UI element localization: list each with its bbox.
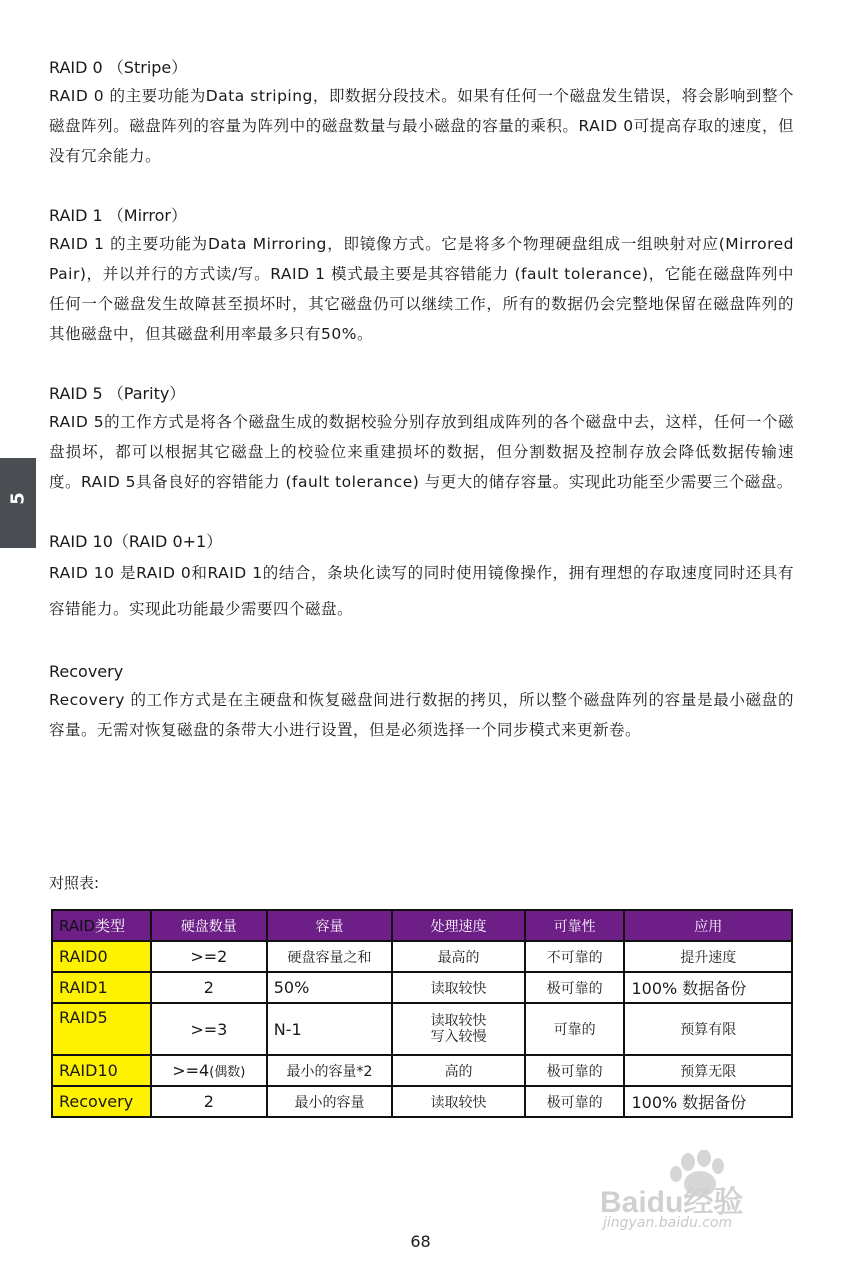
cell-speed: 高的 — [392, 1055, 524, 1086]
cell-capacity: 50% — [267, 972, 393, 1003]
section-recovery — [49, 659, 794, 745]
table-row — [52, 1086, 792, 1117]
header-application: 应用 — [624, 910, 792, 941]
cell-count-value: >=4 — [172, 1061, 210, 1080]
cell-application: 预算无限 — [624, 1055, 792, 1086]
cell-count — [151, 1055, 267, 1086]
section-title: Recovery — [49, 662, 124, 681]
section-raid5 — [49, 381, 794, 497]
comparison-table — [51, 909, 793, 1118]
cell-reliability: 极可靠的 — [525, 1086, 625, 1117]
cell-count-note: (偶数) — [209, 1065, 246, 1080]
section-title: RAID 1 （Mirror） — [49, 206, 187, 225]
table-row — [52, 972, 792, 1003]
cell-application: 提升速度 — [624, 941, 792, 972]
table-header-row — [52, 910, 792, 941]
cell-speed-line1: 读取较快 — [430, 1013, 487, 1029]
section-raid1 — [49, 203, 794, 349]
section-raid10 — [49, 529, 794, 627]
cell-capacity: 最小的容量 — [267, 1086, 393, 1117]
cell-count: >=3 — [151, 1003, 267, 1055]
section-body: RAID 10 是RAID 0和RAID 1的结合，条块化读写的同时使用镜像操作，拥有理想的存取速度同时还具有容错能力。实现此功能最少需要四个磁盘。 — [49, 564, 794, 618]
cell-capacity: 硬盘容量之和 — [267, 941, 393, 972]
cell-application: 预算有限 — [624, 1003, 792, 1055]
header-type-label: 类型 — [95, 917, 126, 935]
chapter-tab — [0, 458, 36, 548]
cell-type: RAID1 — [52, 972, 151, 1003]
header-speed: 处理速度 — [392, 910, 524, 941]
section-title: RAID 5 （Parity） — [49, 384, 186, 403]
main-content — [49, 55, 794, 777]
cell-count: 2 — [151, 972, 267, 1003]
cell-reliability: 不可靠的 — [525, 941, 625, 972]
cell-type: RAID5 — [52, 1003, 151, 1055]
header-raid-type — [52, 910, 151, 941]
header-disk-count: 硬盘数量 — [151, 910, 267, 941]
cell-capacity: 最小的容量*2 — [267, 1055, 393, 1086]
header-capacity: 容量 — [267, 910, 393, 941]
cell-speed: 读取较快 — [392, 1086, 524, 1117]
table-row — [52, 941, 792, 972]
section-body: RAID 0 的主要功能为Data striping，即数据分段技术。如果有任何一个磁盘发生错误，将会影响到整个磁盘阵列。磁盘阵列的容量为阵列中的磁盘数量与最小磁盘的容量的乘积。RAID 0可提高存取的速度，但没有冗余能力。 — [49, 87, 794, 165]
cell-speed: 读取较快 — [392, 972, 524, 1003]
cell-application: 100% 数据备份 — [624, 972, 792, 1003]
header-raid-label: RAID — [59, 917, 96, 935]
cell-speed-line2: 写入较慢 — [430, 1029, 487, 1045]
watermark-logo-text: Baidu经验 — [600, 1186, 744, 1219]
cell-type: RAID0 — [52, 941, 151, 972]
section-title: RAID 10（RAID 0+1） — [49, 532, 223, 551]
section-body: RAID 5的工作方式是将各个磁盘生成的数据校验分别存放到组成阵列的各个磁盘中去，这样，任何一个磁盘损坏，都可以根据其它磁盘上的校验位来重建损坏的数据，但分割数据及控制存放会降低数据传输速度。RAID 5具备良好的容错能力 (fault tolerance) 与更大的储存容量。实现此功能至少需要三个磁盘。 — [49, 413, 794, 491]
chapter-number: 5 — [7, 492, 29, 505]
table-row — [52, 1003, 792, 1055]
section-body: Recovery 的工作方式是在主硬盘和恢复磁盘间进行数据的拷贝，所以整个磁盘阵列的容量是最小磁盘的容量。无需对恢复磁盘的条带大小进行设置，但是必须选择一个同步模式来更新卷。 — [49, 691, 794, 739]
cell-application: 100% 数据备份 — [624, 1086, 792, 1117]
cell-speed — [392, 1003, 524, 1055]
cell-count: >=2 — [151, 941, 267, 972]
cell-count: 2 — [151, 1086, 267, 1117]
table-label: 对照表: — [49, 874, 100, 892]
header-reliability: 可靠性 — [525, 910, 625, 941]
cell-speed: 最高的 — [392, 941, 524, 972]
section-raid0 — [49, 55, 794, 171]
cell-type: RAID10 — [52, 1055, 151, 1086]
section-title: RAID 0 （Stripe） — [49, 58, 188, 77]
page-number: 68 — [410, 1232, 431, 1251]
cell-reliability: 可靠的 — [525, 1003, 625, 1055]
cell-reliability: 极可靠的 — [525, 972, 625, 1003]
cell-type: Recovery — [52, 1086, 151, 1117]
cell-reliability: 极可靠的 — [525, 1055, 625, 1086]
watermark-url: jingyan.baidu.com — [603, 1215, 733, 1231]
table-row — [52, 1055, 792, 1086]
section-body: RAID 1 的主要功能为Data Mirroring，即镜像方式。它是将多个物理硬盘组成一组映射对应(Mirrored Pair)，并以并行的方式读/写。RAID 1 模式最主要是其容错能力 (fault tolerance)，它能在磁盘阵列中任何一个磁盘发生故障甚至损坏时，其它磁盘仍可以继续工作，所有的数据仍会完整地保留在磁盘阵列的其他磁盘中，但其磁盘利用率最多只有50%。 — [49, 235, 794, 343]
cell-capacity: N-1 — [267, 1003, 393, 1055]
